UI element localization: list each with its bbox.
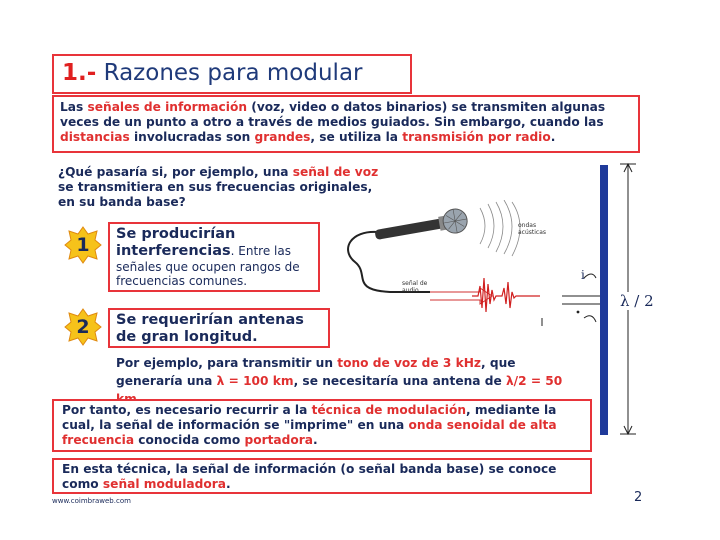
- audio-signal-label: señal de audio: [402, 280, 428, 294]
- modulation-highlight: técnica de modulación: [311, 403, 466, 417]
- example-part: , se necesitaría una antena de: [293, 374, 506, 388]
- question-part: ¿Qué pasaría si, por ejemplo, una: [58, 165, 293, 179]
- modulating-highlight: señal moduladora: [102, 477, 226, 491]
- modulating-text: .: [225, 477, 231, 491]
- intro-text: Las: [60, 100, 88, 114]
- modulation-text: Por tanto, es necesario recurrir a la: [62, 403, 312, 417]
- reason-2-text: Se requerirían antenas de gran longitud.: [116, 312, 304, 345]
- footer-url: www.coimbraweb.com: [52, 497, 131, 505]
- reason-1-keyword: interferencias: [116, 243, 231, 259]
- current-symbol: i: [581, 268, 585, 282]
- page-number: 2: [634, 490, 643, 505]
- reason-1-box: [108, 222, 320, 292]
- badge-number: 2: [76, 316, 90, 338]
- example-highlight: λ = 100 km: [216, 374, 294, 388]
- lambda-half-label: λ / 2: [620, 292, 654, 310]
- modulation-text: conocida como: [134, 433, 245, 447]
- intro-highlight: distancias: [60, 130, 130, 144]
- modulation-text: .: [312, 433, 318, 447]
- badge-number: 1: [76, 234, 90, 256]
- title-box: [52, 54, 412, 94]
- example-highlight: tono de voz de 3 kHz: [337, 356, 481, 370]
- title-text: Razones para modular: [96, 60, 363, 86]
- badge-1: [64, 226, 102, 264]
- example-part: , que generaría una: [116, 356, 516, 388]
- intro-box: [52, 95, 640, 153]
- question-highlight: señal de voz: [292, 165, 379, 179]
- intro-text: .: [550, 130, 556, 144]
- node-dot: [577, 311, 580, 314]
- badge-2: [64, 308, 102, 346]
- reason-2-box: [108, 308, 330, 348]
- sound-waves-icon: [480, 200, 520, 256]
- modulating-signal-box: [52, 458, 592, 494]
- intro-text: , se utiliza la: [310, 130, 403, 144]
- example-highlight: λ/2 = 50: [505, 374, 563, 388]
- modulation-box: [52, 399, 592, 452]
- intro-highlight: transmisión por radio: [402, 130, 551, 144]
- page-title: [62, 60, 363, 86]
- intro-highlight: señales de información: [87, 100, 248, 114]
- current-arrow-icon: [584, 316, 596, 322]
- example-part: Por ejemplo, para transmitir un: [116, 356, 338, 370]
- microphone-icon: [373, 207, 469, 247]
- microphone-illustration: [330, 200, 620, 330]
- title-number: 1.-: [62, 60, 97, 86]
- intro-highlight: grandes: [254, 130, 311, 144]
- acoustic-waves-label: ondas acústicas: [518, 222, 547, 236]
- modulating-text: En esta técnica, la señal de información (o señal banda base) se conoce como: [62, 462, 557, 491]
- question-part: se transmitiera en sus frecuencias originales, en su banda base?: [58, 180, 373, 209]
- antenna-icon: [600, 165, 608, 435]
- modulation-text: , mediante la cual, la señal de información se "imprime" en una: [62, 403, 557, 432]
- modulation-highlight: portadora: [244, 433, 313, 447]
- modulation-highlight: onda senoidal de alta frecuencia: [62, 418, 557, 447]
- reason-1-text: . Entre las señales que ocupen rangos de frecuencias comunes.: [116, 244, 300, 288]
- intro-text: (voz, video o datos binarios) se transmiten algunas veces de un punto a otro a través de medios guiados. Sin embargo, cuando las: [60, 100, 606, 129]
- current-arrow-icon: [584, 274, 596, 278]
- reason-1-heading: Se producirían: [116, 226, 236, 242]
- intro-text: involucradas son: [129, 130, 255, 144]
